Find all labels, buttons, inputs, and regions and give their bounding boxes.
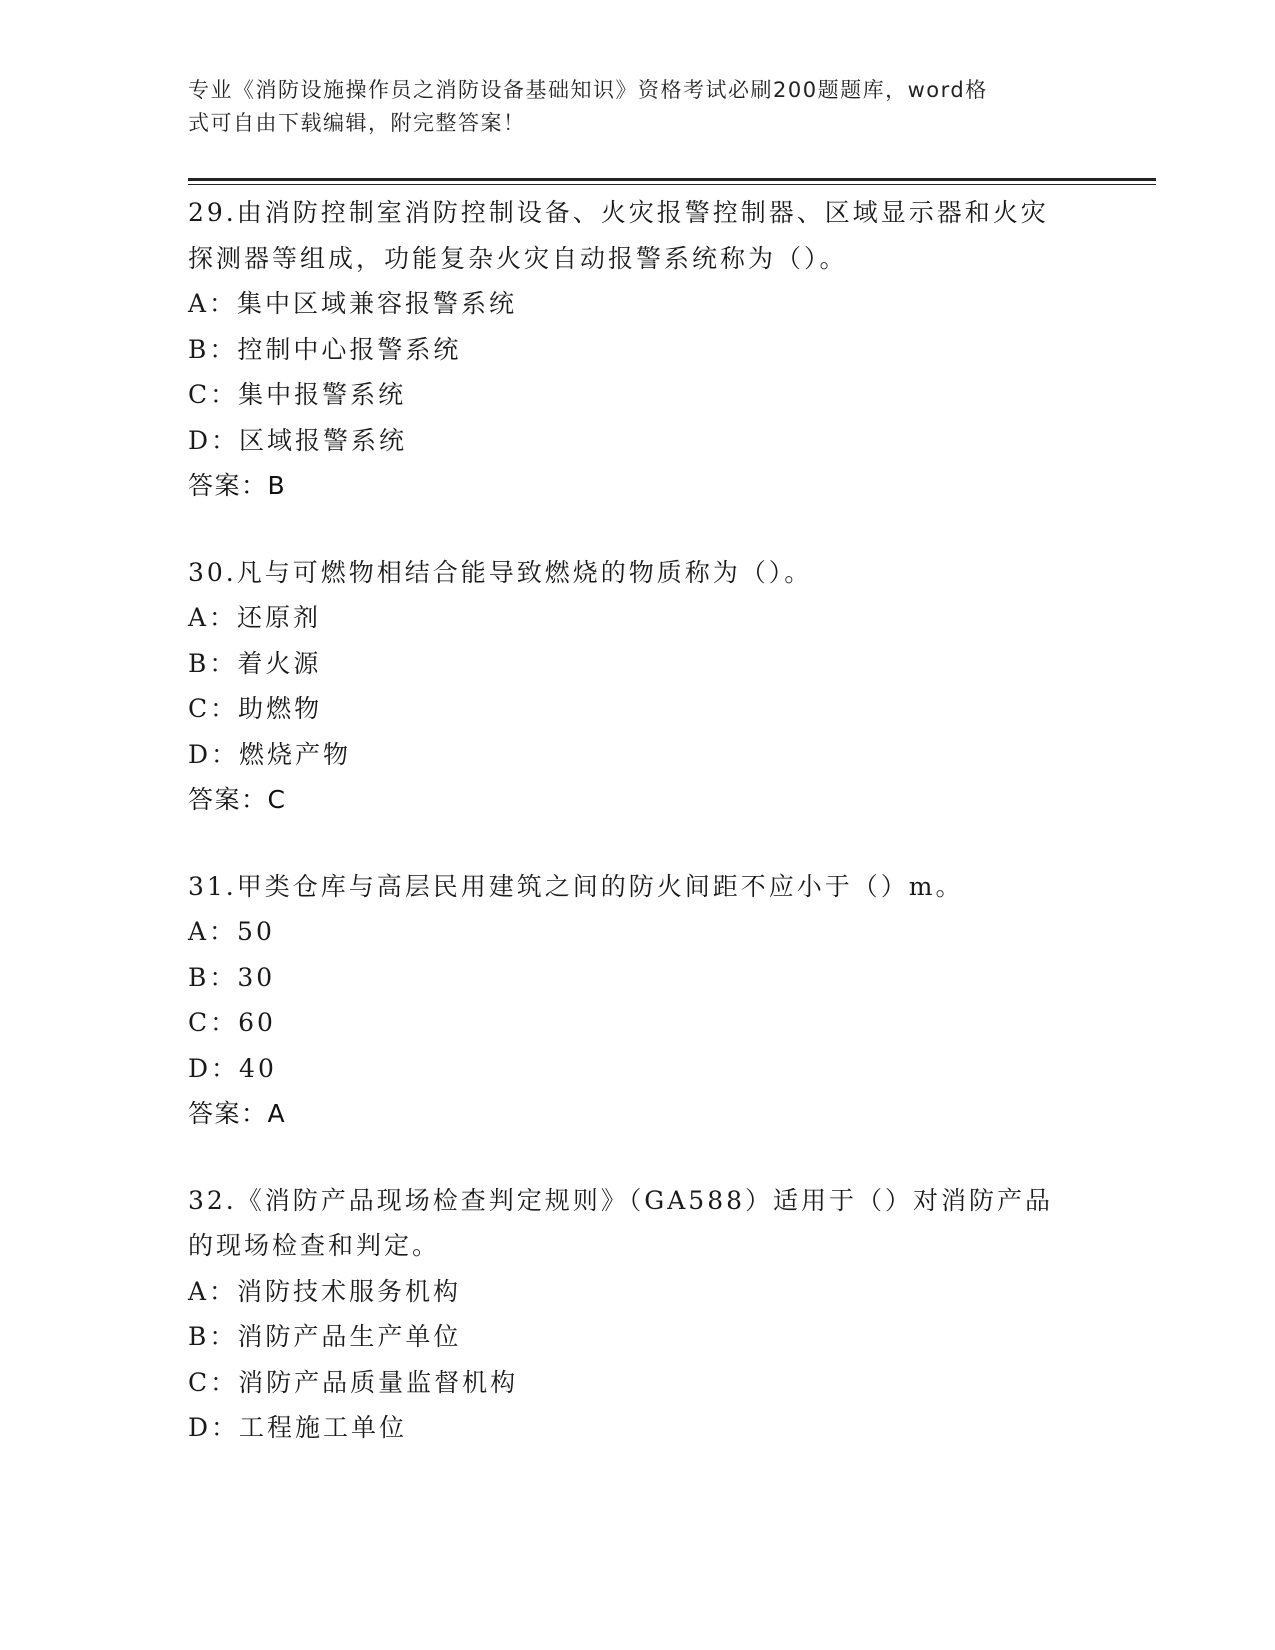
question-stem-line: 探测器等组成，功能复杂火灾自动报警系统称为（）。 xyxy=(188,243,848,273)
header-line-1: 专业《消防设施操作员之消防设备基础知识》资格考试必刷200题题库，word格 xyxy=(188,78,988,102)
answer-line: 答案：B xyxy=(188,471,287,500)
question-list xyxy=(188,190,1088,1492)
answer-line: 答案：A xyxy=(188,1099,287,1128)
question-stem-line: 29.由消防控制室消防控制设备、火灾报警控制器、区域显示器和火灾 xyxy=(188,198,1049,227)
header-divider-thin xyxy=(188,184,1156,185)
option-c: C：60 xyxy=(188,1008,276,1037)
option-a: A：集中区域兼容报警系统 xyxy=(188,289,518,318)
question-30 xyxy=(188,550,1088,823)
option-d: D：燃烧产物 xyxy=(188,739,352,769)
question-stem-line: 的现场检查和判定。 xyxy=(188,1231,441,1260)
option-b: B：消防产品生产单位 xyxy=(188,1322,462,1351)
question-stem-line: 31.甲类仓库与高层民用建筑之间的防火间距不应小于（）m。 xyxy=(188,871,964,901)
answer-line: 答案：C xyxy=(188,785,287,814)
option-c: C：消防产品质量监督机构 xyxy=(188,1367,519,1397)
question-stem-line: 32.《消防产品现场检查判定规则》（GA588）适用于（）对消防产品 xyxy=(188,1185,1054,1215)
option-b: B：着火源 xyxy=(188,648,322,678)
option-b: B：30 xyxy=(188,962,276,992)
option-d: D：区域报警系统 xyxy=(188,425,408,455)
option-c: C：助燃物 xyxy=(188,694,323,723)
question-stem-line: 30.凡与可燃物相结合能导致燃烧的物质称为（）。 xyxy=(188,557,813,587)
header-line-2: 式可自由下载编辑，附完整答案！ xyxy=(188,111,526,135)
header-divider-thick xyxy=(188,178,1156,181)
question-32 xyxy=(188,1178,1088,1451)
question-29 xyxy=(188,190,1088,509)
option-a: A：50 xyxy=(188,917,275,946)
option-d: D：工程施工单位 xyxy=(188,1413,408,1442)
option-b: B：控制中心报警系统 xyxy=(188,334,462,364)
question-31 xyxy=(188,864,1088,1137)
option-d: D：40 xyxy=(188,1053,277,1083)
option-a: A：消防技术服务机构 xyxy=(188,1276,462,1306)
option-a: A：还原剂 xyxy=(188,603,322,632)
document-header xyxy=(188,74,1068,140)
option-c: C：集中报警系统 xyxy=(188,380,407,409)
